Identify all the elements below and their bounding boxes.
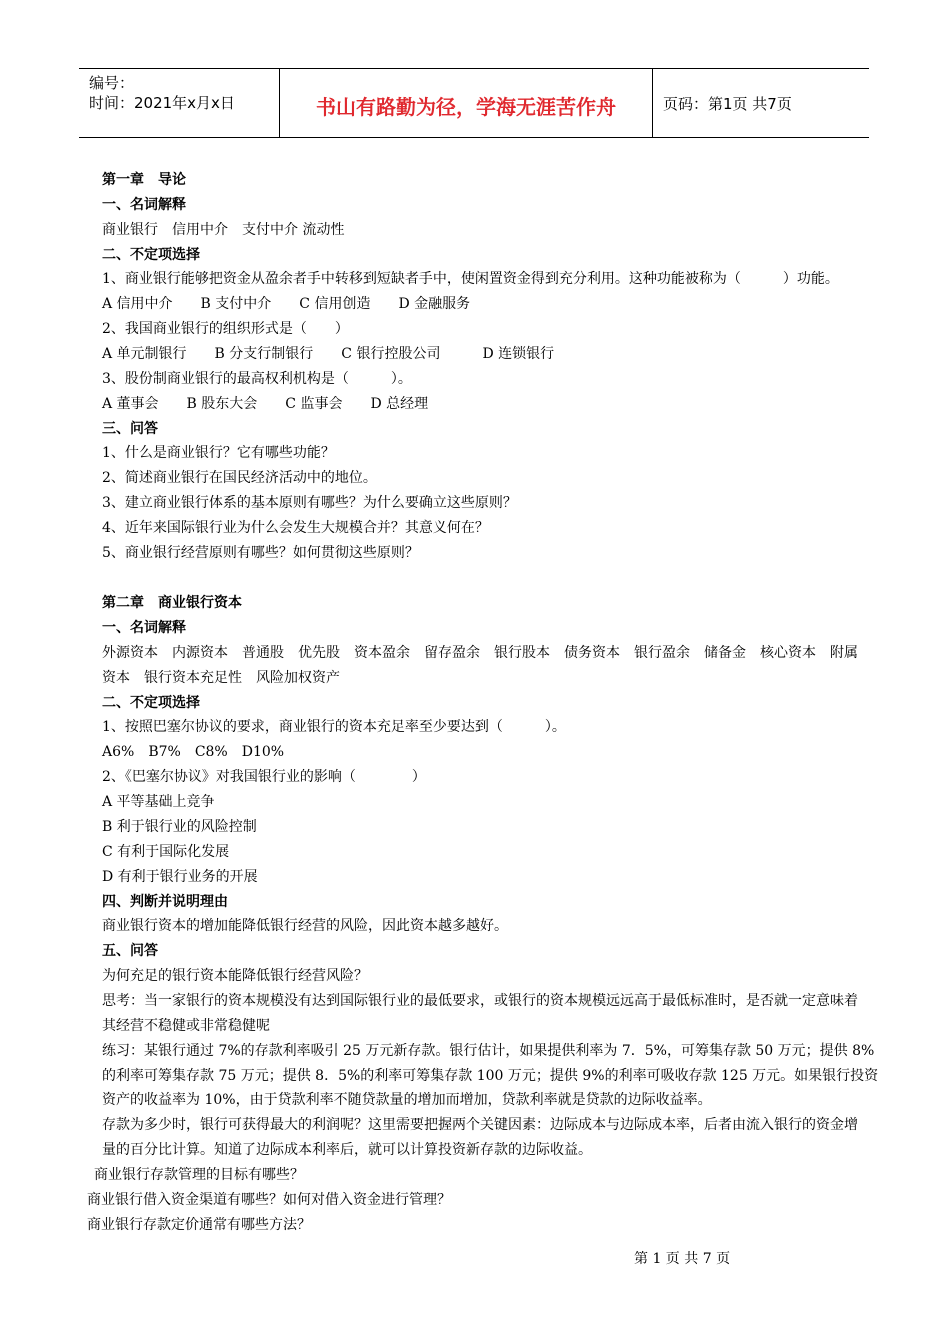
paragraph-line: 存款为多少时，银行可获得最大的利润呢？这里需要把握两个关键因素：边际成本与边际成本率，后者由流入银行的资金增 <box>102 1117 858 1133</box>
paragraph-line: 练习：某银行通过 7%的存款利率吸引 25 万元新存款。银行估计，如果提供利率为 7．5%，可筹集存款 50 万元；提供 8% <box>102 1043 875 1059</box>
chapter-2-title: 第二章 商业银行资本 <box>102 595 242 611</box>
header-motto-cell <box>280 69 653 137</box>
header-left-cell <box>79 69 280 137</box>
options-line: A 董事会 B 股东大会 C 监事会 D 总经理 <box>102 396 429 412</box>
question-line: 2、我国商业银行的组织形式是（ ） <box>102 321 349 337</box>
document-time-label: 时间：2021年x月x日 <box>89 94 235 112</box>
paragraph-line: 其经营不稳健或非常稳健呢 <box>102 1018 270 1034</box>
section-heading: 二、不定项选择 <box>102 247 200 263</box>
question-line: 1、按照巴塞尔协议的要求，商业银行的资本充足率至少要达到（ ）。 <box>102 719 566 735</box>
paragraph-line: 外源资本 内源资本 普通股 优先股 资本盈余 留存盈余 银行股本 债务资本 银行盈余 储备金 核心资本 附属 <box>102 645 858 661</box>
section-heading: 四、判断并说明理由 <box>102 894 228 910</box>
question-line: 2、简述商业银行在国民经济活动中的地位。 <box>102 470 377 486</box>
question-line: 1、商业银行能够把资金从盈余者手中转移到短缺者手中，使闲置资金得到充分利用。这种功能被称为（ ）功能。 <box>102 271 839 287</box>
document-number-label: 编号： <box>89 74 135 92</box>
page-footer: 第 1 页 共 7 页 <box>634 1251 731 1267</box>
paragraph-line: 的利率可筹集存款 75 万元；提供 8．5%的利率可筹集存款 100 万元；提供 9%的利率可吸收存款 125 万元。如果银行投资 <box>102 1068 879 1084</box>
section-heading: 一、名词解释 <box>102 620 186 636</box>
question-line: 为何充足的银行资本能降低银行经营风险？ <box>102 968 368 984</box>
question-line: 5、商业银行经营原则有哪些？如何贯彻这些原则？ <box>102 545 419 561</box>
question-line: 商业银行存款管理的目标有哪些？ <box>94 1167 304 1183</box>
paragraph-line: 资产的收益率为 10%，由于贷款利率不随贷款量的增加而增加，贷款利率就是贷款的边际收益率。 <box>102 1092 712 1108</box>
chapter-1-title: 第一章 导论 <box>102 172 186 188</box>
options-line: A 信用中介 B 支付中介 C 信用创造 D 金融服务 <box>102 296 471 312</box>
question-line: 商业银行借入资金渠道有哪些？如何对借入资金进行管理？ <box>87 1192 451 1208</box>
question-line: 商业银行存款定价通常有哪些方法？ <box>87 1217 311 1233</box>
header-motto: 书山有路勤为径，学海无涯苦作舟 <box>316 95 616 119</box>
question-line: 2、《巴塞尔协议》对我国银行业的影响（ ） <box>102 769 426 785</box>
paragraph-line: 思考：当一家银行的资本规模没有达到国际银行业的最低要求，或银行的资本规模远远高于最低标准时，是否就一定意味着 <box>102 993 858 1009</box>
section-heading: 一、名词解释 <box>102 197 186 213</box>
option-line: B 利于银行业的风险控制 <box>102 819 257 835</box>
option-line: D 有利于银行业务的开展 <box>102 869 258 885</box>
section-heading: 三、问答 <box>102 421 158 437</box>
section-heading: 二、不定项选择 <box>102 695 200 711</box>
question-line: 4、近年来国际银行业为什么会发生大规模合并？其意义何在？ <box>102 520 489 536</box>
page-header <box>79 68 869 138</box>
header-page-info: 页码：第1页 共7页 <box>663 95 792 113</box>
paragraph-line: 商业银行资本的增加能降低银行经营的风险，因此资本越多越好。 <box>102 918 508 934</box>
question-line: 1、什么是商业银行？它有哪些功能？ <box>102 445 335 461</box>
section-heading: 五、问答 <box>102 943 158 959</box>
paragraph-line: 量的百分比计算。知道了边际成本利率后，就可以计算投资新存款的边际收益。 <box>102 1142 592 1158</box>
option-line: C 有利于国际化发展 <box>102 844 230 860</box>
option-line: A 平等基础上竞争 <box>102 794 215 810</box>
question-line: 3、股份制商业银行的最高权利机构是（ ）。 <box>102 371 412 387</box>
question-line: 3、建立商业银行体系的基本原则有哪些？为什么要确立这些原则？ <box>102 495 517 511</box>
options-line: A 单元制银行 B 分支行制银行 C 银行控股公司 D 连锁银行 <box>102 346 555 362</box>
paragraph-line: 资本 银行资本充足性 风险加权资产 <box>102 670 340 686</box>
header-page-cell <box>653 69 869 137</box>
options-line: A6% B7% C8% D10% <box>102 744 285 760</box>
paragraph-line: 商业银行 信用中介 支付中介 流动性 <box>102 222 345 238</box>
